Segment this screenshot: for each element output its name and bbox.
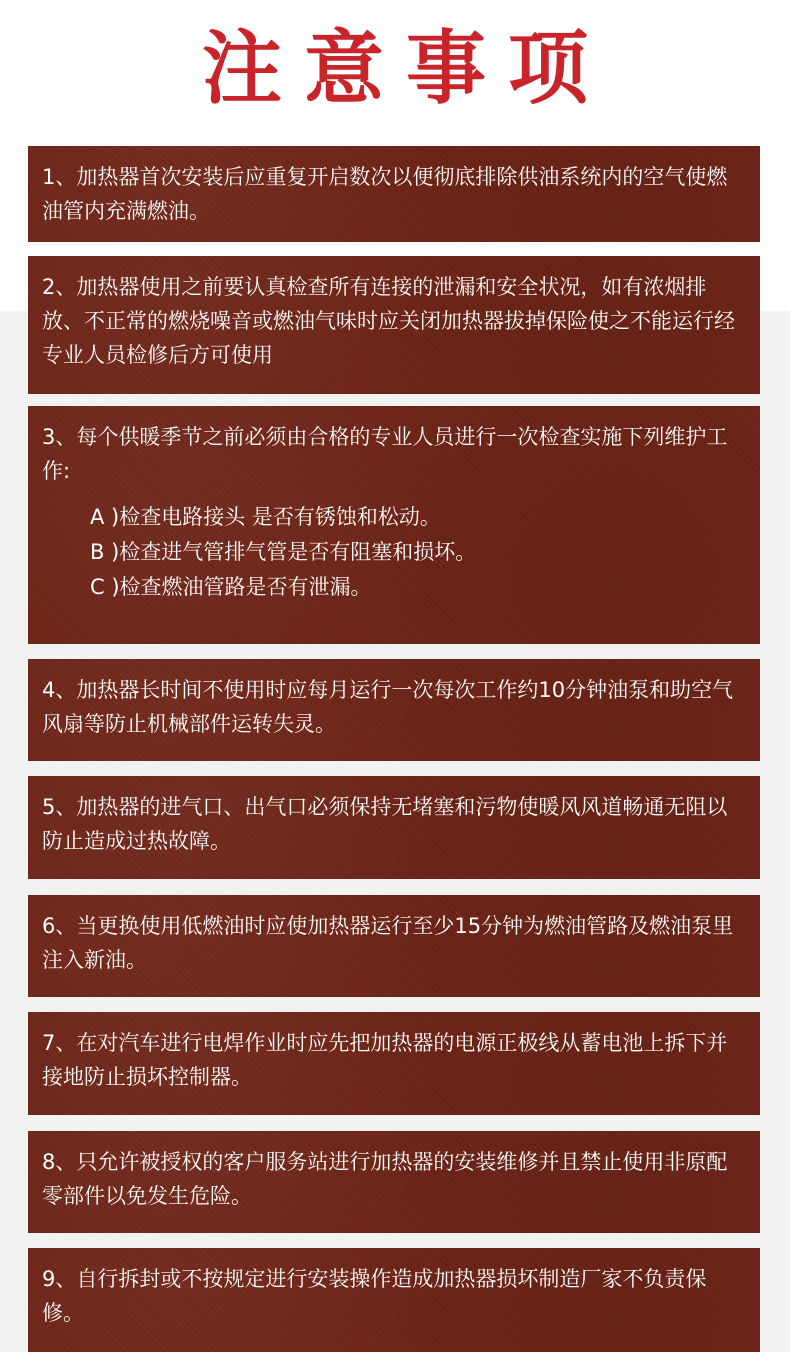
- page-title: 注意事项: [202, 21, 610, 115]
- notice-card-4: [28, 659, 760, 761]
- notice-card-1: [28, 146, 760, 242]
- notice-text: 1、加热器首次安装后应重复开启数次以便彻底排除供油系统内的空气使燃油管内充满燃油。: [42, 165, 728, 223]
- notice-text: 8、只允许被授权的客户服务站进行加热器的安装维修并且禁止使用非原配零部件以免发生危险。: [42, 1150, 728, 1208]
- notice-text: 6、当更换使用低燃油时应使加热器运行至少15分钟为燃油管路及燃油泵里注入新油。: [42, 914, 734, 972]
- notice-card-6: [28, 895, 760, 997]
- notice-text: 7、在对汽车进行电焊作业时应先把加热器的电源正极线从蓄电池上拆下并接地防止损坏控制器。: [42, 1031, 728, 1089]
- notice-subitem-b: B )检查进气管排气管是否有阻塞和损坏。: [90, 540, 477, 564]
- notice-card-9: [28, 1248, 760, 1352]
- notice-card-8: [28, 1131, 760, 1233]
- notice-text: 3、每个供暖季节之前必须由合格的专业人员进行一次检查实施下列维护工作:: [42, 425, 728, 483]
- notice-card-5: [28, 776, 760, 879]
- notice-subitem-a: A )检查电路接头 是否有锈蚀和松动。: [90, 505, 441, 529]
- notice-card-7: [28, 1012, 760, 1115]
- notice-card-3: [28, 406, 760, 644]
- notice-text: 4、加热器长时间不使用时应每月运行一次每次工作约10分钟油泵和助空气风扇等防止机械部件运转失灵。: [42, 678, 734, 736]
- notice-text: 2、加热器使用之前要认真检查所有连接的泄漏和安全状况，如有浓烟排放、不正常的燃烧噪音或燃油气味时应关闭加热器拔掉保险使之不能运行经专业人员检修后方可使用: [42, 275, 735, 367]
- notice-text: 9、自行拆封或不按规定进行安装操作造成加热器损坏制造厂家不负责保修。: [42, 1267, 707, 1325]
- notice-card-2: [28, 256, 760, 394]
- notice-subitem-c: C )检查燃油管路是否有泄漏。: [90, 575, 372, 599]
- notice-text: 5、加热器的进气口、出气口必须保持无堵塞和污物使暖风风道畅通无阻以防止造成过热故障。: [42, 795, 728, 853]
